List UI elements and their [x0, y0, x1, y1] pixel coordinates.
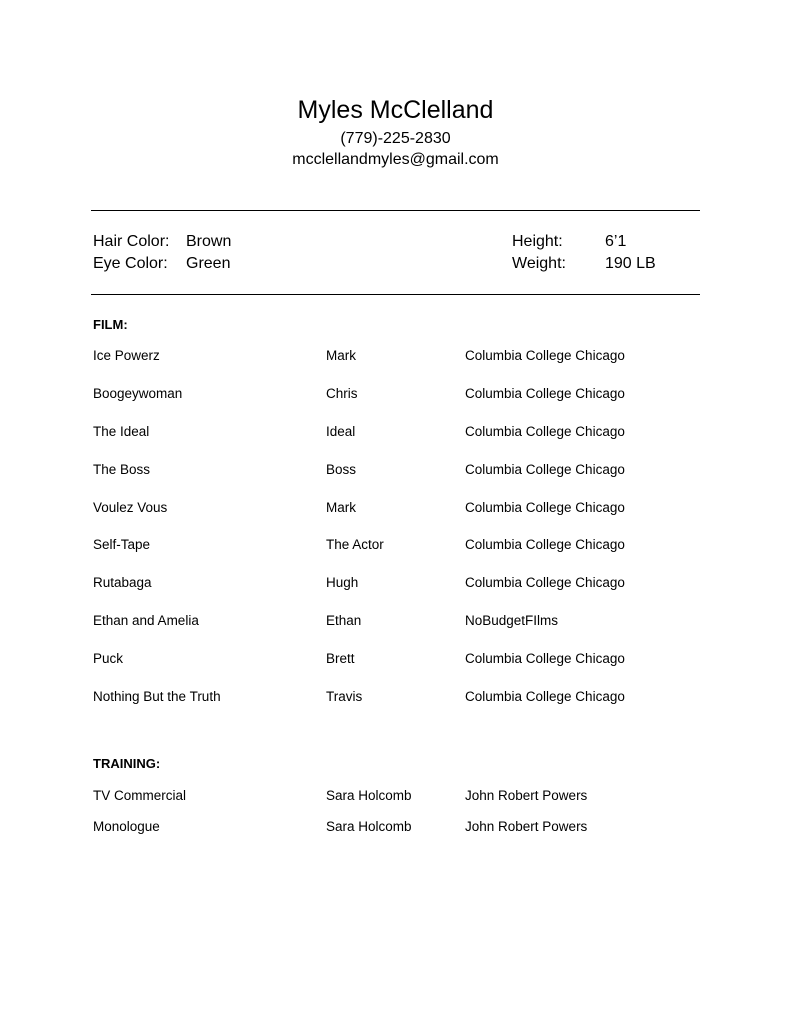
film-title: Self-Tape: [93, 537, 151, 553]
training-credits: [0, 787, 791, 848]
resume-header: [0, 92, 791, 170]
email-address: mcclellandmyles@gmail.com: [292, 151, 499, 168]
film-role: Chris: [326, 385, 358, 401]
film-company: Columbia College Chicago: [465, 689, 625, 705]
film-role: Boss: [326, 461, 357, 477]
film-credits: [0, 347, 791, 726]
film-title: Puck: [93, 651, 124, 667]
height-value: 6’1: [605, 233, 627, 250]
film-company: NoBudgetFIlms: [465, 613, 559, 629]
stat-row: [0, 231, 791, 253]
eye-color-label: Eye Color:: [93, 255, 168, 272]
physical-stats: [0, 231, 791, 275]
eye-color-value: Green: [186, 255, 231, 272]
film-credit-row: [0, 688, 791, 726]
training-school: John Robert Powers: [465, 818, 588, 834]
divider-bottom: [91, 294, 700, 295]
film-title: Ethan and Amelia: [93, 613, 199, 629]
training-teacher: Sara Holcomb: [326, 818, 412, 834]
weight-label: Weight:: [512, 255, 566, 272]
divider-top: [91, 210, 700, 211]
film-company: Columbia College Chicago: [465, 651, 625, 667]
film-role: Travis: [326, 689, 363, 705]
film-company: Columbia College Chicago: [465, 348, 625, 363]
training-row: [0, 818, 791, 849]
film-credit-row: [0, 536, 791, 574]
stat-row: [0, 253, 791, 275]
film-credit-row: [0, 612, 791, 650]
actor-name: Myles McClelland: [297, 96, 494, 124]
hair-color-value: Brown: [186, 233, 232, 250]
film-title: The Ideal: [93, 423, 150, 439]
film-role: Ethan: [326, 613, 362, 629]
film-credit-row: [0, 574, 791, 612]
film-credit-row: [0, 650, 791, 688]
training-teacher: Sara Holcomb: [326, 788, 412, 803]
training-row: [0, 787, 791, 818]
film-credit-row: [0, 499, 791, 537]
film-credit-row: [0, 461, 791, 499]
film-credit-row: [0, 347, 791, 385]
film-role: Hugh: [326, 575, 359, 591]
hair-color-label: Hair Color:: [93, 233, 170, 250]
film-title: Nothing But the Truth: [93, 689, 221, 705]
film-title: Boogeywoman: [93, 385, 183, 401]
height-label: Height:: [512, 233, 563, 250]
film-section-title: FILM:: [93, 317, 128, 332]
film-title: Voulez Vous: [93, 499, 168, 515]
weight-value: 190 LB: [605, 255, 656, 272]
training-section-title: TRAINING:: [93, 756, 161, 771]
film-role: Mark: [326, 348, 356, 363]
film-company: Columbia College Chicago: [465, 385, 625, 401]
film-role: Mark: [326, 499, 356, 515]
film-company: Columbia College Chicago: [465, 423, 625, 439]
phone-number: (779)-225-2830: [340, 130, 451, 147]
film-role: Brett: [326, 651, 355, 667]
film-company: Columbia College Chicago: [465, 499, 625, 515]
film-company: Columbia College Chicago: [465, 537, 625, 553]
film-company: Columbia College Chicago: [465, 575, 625, 591]
training-school: John Robert Powers: [465, 788, 588, 803]
film-title: Ice Powerz: [93, 348, 160, 363]
training-course: Monologue: [93, 818, 160, 834]
training-course: TV Commercial: [93, 788, 187, 803]
film-role: Ideal: [326, 423, 356, 439]
film-role: The Actor: [326, 537, 384, 553]
film-credit-row: [0, 385, 791, 423]
film-title: Rutabaga: [93, 575, 152, 591]
film-credit-row: [0, 423, 791, 461]
film-title: The Boss: [93, 461, 151, 477]
film-company: Columbia College Chicago: [465, 461, 625, 477]
